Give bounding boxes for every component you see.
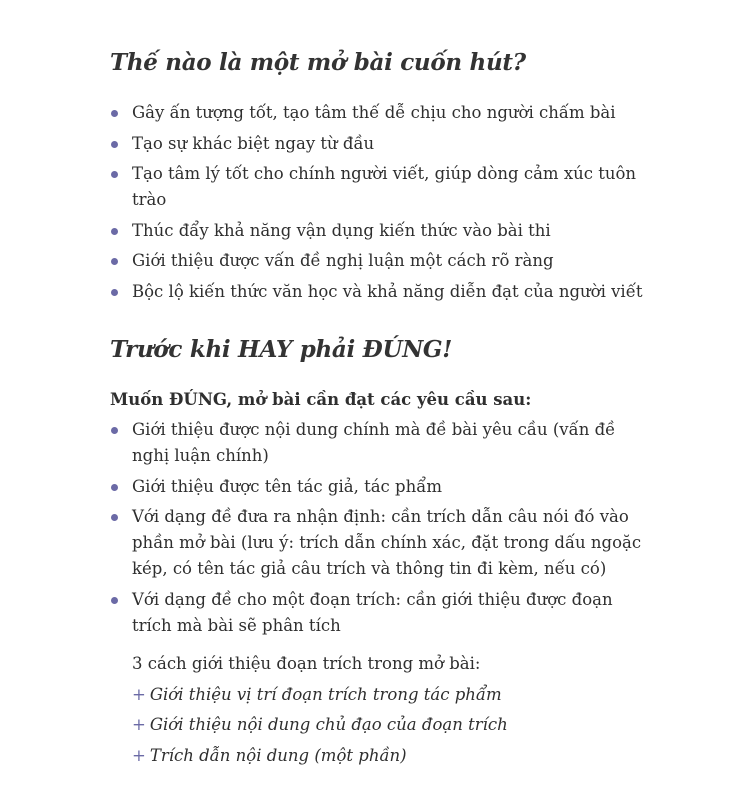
bullet-icon — [111, 171, 118, 178]
list-item — [110, 161, 670, 213]
bullet-icon — [111, 258, 118, 265]
list-item — [110, 504, 655, 582]
section-heading-engaging-intro: Thế nào là một mở bài cuốn hút? — [110, 49, 526, 76]
list-item — [110, 218, 670, 244]
bullet-icon — [111, 110, 118, 117]
list-item-text: Tạo tâm lý tốt cho chính người viết, giúp dòng cảm xúc tuôn trào — [132, 164, 637, 209]
requirements-lead: Muốn ĐÚNG, mở bài cần đạt các yêu cầu sau: — [110, 390, 532, 409]
bullet-icon — [111, 427, 118, 434]
list-item-text: Trích dẫn nội dung (một phần) — [149, 745, 407, 765]
bullet-icon — [111, 514, 118, 521]
list-item-text: Với dạng đề đưa ra nhận định: cần trích dẫn câu nói đó vào phần mở bài (lưu ý: trích dẫn chính xác, đặt trong dấu ngoặc kép, có tên tác giả câu trích và thông tin đi kèm, nếu có) — [132, 507, 642, 578]
list-item — [110, 587, 655, 639]
plus-icon: + — [132, 715, 146, 734]
excerpt-methods-list — [132, 682, 672, 769]
list-item-text: Tạo sự khác biệt ngay từ đầu — [132, 133, 375, 153]
list-item — [132, 682, 672, 708]
excerpt-methods — [132, 651, 672, 773]
list-item-text: Gây ấn tượng tốt, tạo tâm thế dễ chịu cho người chấm bài — [132, 103, 616, 122]
list-item — [110, 100, 670, 126]
plus-icon: + — [132, 684, 146, 704]
bullet-icon — [111, 484, 118, 491]
list-item-text: Thúc đẩy khả năng vận dụng kiến thức vào bài thi — [132, 220, 551, 240]
engaging-intro-list — [110, 100, 670, 309]
list-item — [110, 474, 655, 500]
list-item — [110, 279, 670, 305]
list-item-text: Giới thiệu được tên tác giả, tác phẩm — [132, 476, 442, 496]
bullet-icon — [111, 228, 118, 235]
plus-icon: + — [132, 745, 146, 765]
list-item — [110, 131, 670, 157]
list-item — [132, 712, 672, 738]
list-item-text: Giới thiệu được nội dung chính mà đề bài yêu cầu (vấn đề nghị luận chính) — [132, 420, 616, 465]
list-item-text: Với dạng đề cho một đoạn trích: cần giới thiệu được đoạn trích mà bài sẽ phân tích — [132, 589, 613, 635]
list-item — [110, 248, 670, 274]
bullet-icon — [111, 141, 118, 148]
requirements-list — [110, 417, 655, 643]
section-heading-correct-first: Trước khi HAY phải ĐÚNG! — [110, 336, 453, 363]
bullet-icon — [111, 597, 118, 604]
bullet-icon — [111, 289, 118, 296]
excerpt-methods-title: 3 cách giới thiệu đoạn trích trong mở bài: — [132, 654, 481, 673]
list-item — [110, 417, 655, 469]
list-item-text: Bộc lộ kiến thức văn học và khả năng diễn đạt của người viết — [132, 281, 643, 301]
list-item-text: Giới thiệu được vấn đề nghị luận một cách rõ ràng — [132, 251, 554, 270]
list-item-text: Giới thiệu nội dung chủ đạo của đoạn trích — [149, 715, 508, 734]
list-item — [132, 743, 672, 769]
list-item-text: Giới thiệu vị trí đoạn trích trong tác phẩm — [149, 684, 502, 704]
